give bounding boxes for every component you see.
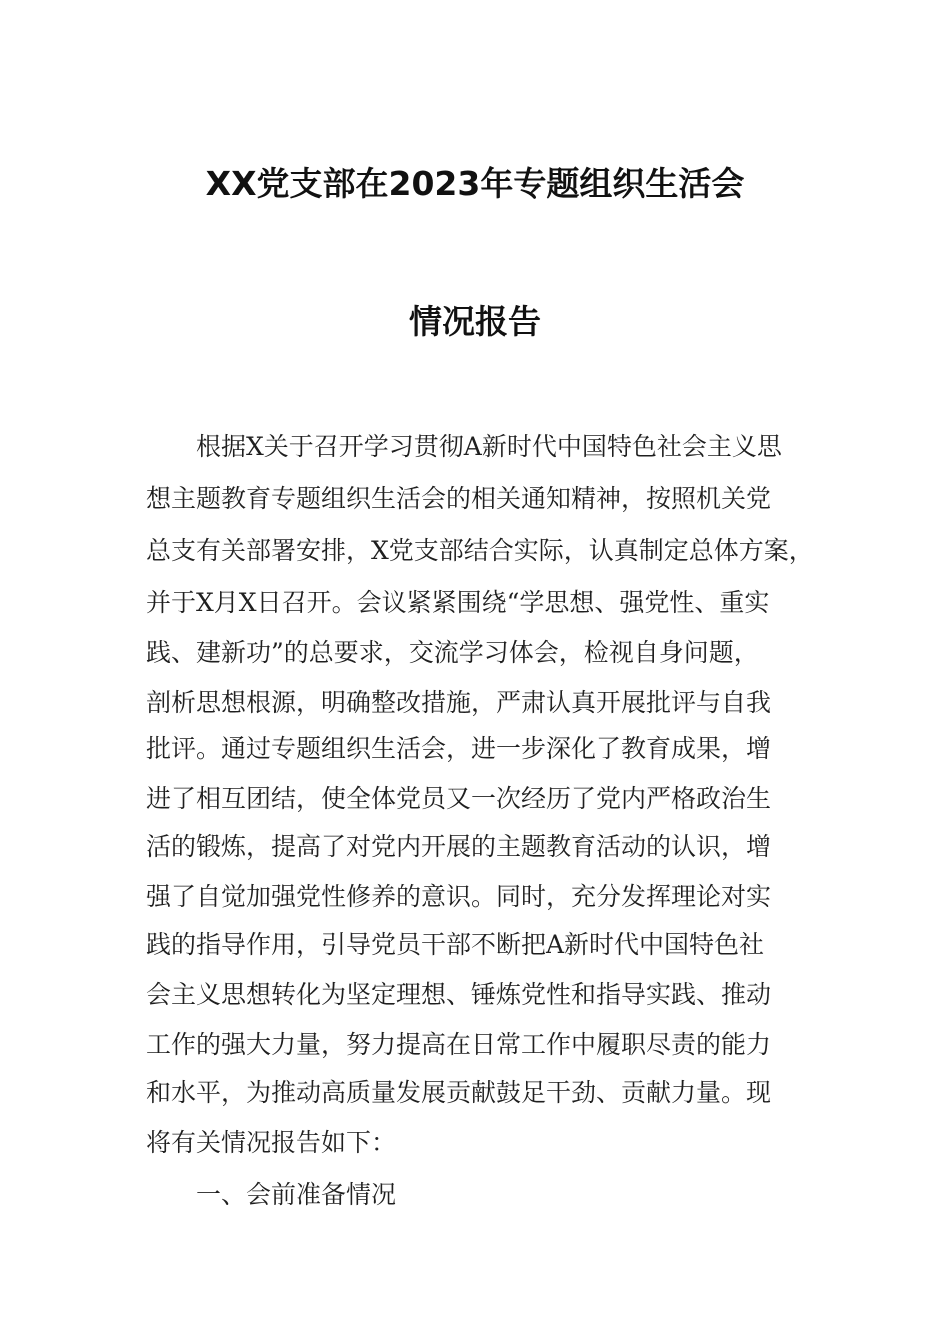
paragraph-line: 践的指导作用，引导党员干部不断把A新时代中国特色社 [146, 930, 765, 959]
paragraph-line: 和水平，为推动高质量发展贡献鼓足干劲、贡献力量。现 [146, 1078, 772, 1107]
paragraph-line: 将有关情况报告如下： [146, 1128, 397, 1157]
paragraph-line: 并于X月X日召开。会议紧紧围绕“学思想、强党性、重实 [146, 588, 770, 617]
paragraph-line: 会主义思想转化为坚定理想、锤炼党性和指导实践、推动 [146, 980, 772, 1009]
paragraph-line: 工作的强大力量，努力提高在日常工作中履职尽责的能力 [146, 1030, 772, 1059]
paragraph-line: 剖析思想根源，明确整改措施，严肃认真开展批评与自我 [146, 688, 772, 717]
section-heading: 一、会前准备情况 [196, 1180, 397, 1209]
paragraph-line: 想主题教育专题组织生活会的相关通知精神，按照机关党 [146, 484, 772, 513]
paragraph-line: 活的锻炼，提高了对党内开展的主题教育活动的认识，增 [146, 832, 772, 861]
paragraph-line: 进了相互团结，使全体党员又一次经历了党内严格政治生 [146, 784, 772, 813]
document-title-line-2: 情况报告 [409, 302, 541, 341]
paragraph-line: 批评。通过专题组织生活会，进一步深化了教育成果，增 [146, 734, 772, 763]
paragraph-line: 总支有关部署安排，X党支部结合实际，认真制定总体方案， [146, 536, 814, 565]
paragraph-line: 践、建新功”的总要求，交流学习体会，检视自身问题， [146, 638, 759, 667]
paragraph-line: 强了自觉加强党性修养的意识。同时，充分发挥理论对实 [146, 882, 772, 911]
paragraph-line: 根据X关于召开学习贯彻A新时代中国特色社会主义思 [196, 432, 782, 461]
document-title-line-1: XX党支部在2023年专题组织生活会 [205, 164, 745, 203]
